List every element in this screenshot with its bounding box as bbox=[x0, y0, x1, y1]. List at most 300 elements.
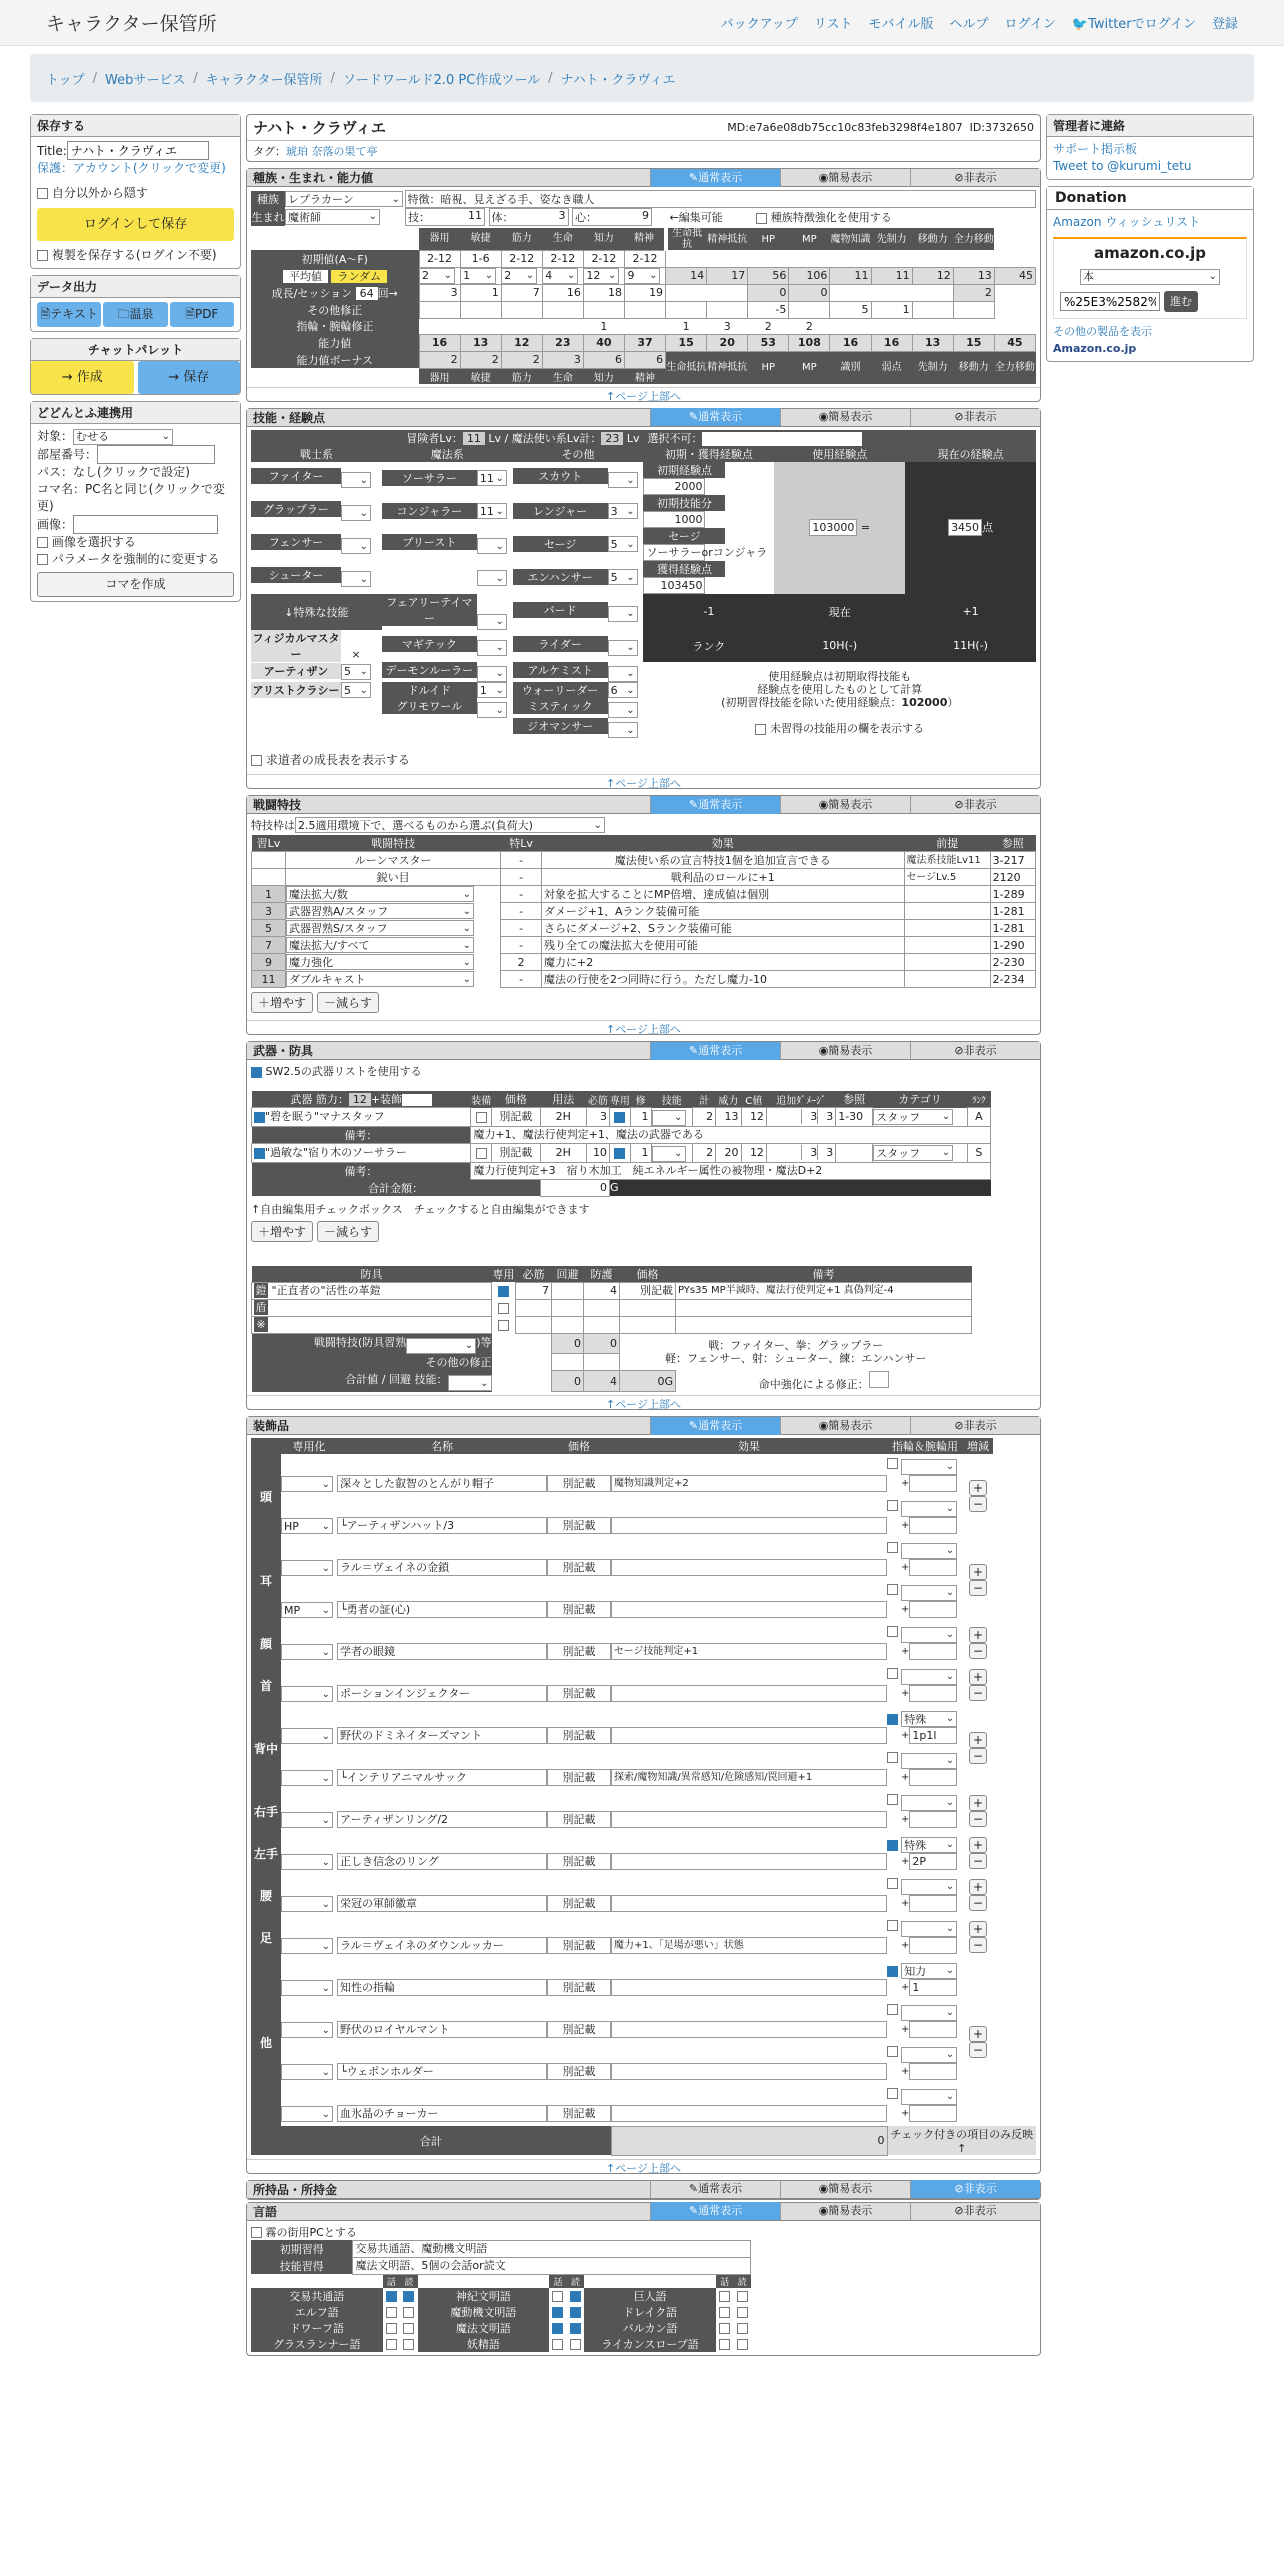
acc-pro-select[interactable] bbox=[281, 1938, 333, 1954]
armor-price[interactable] bbox=[620, 1299, 676, 1316]
amazon-go-button[interactable]: 進む bbox=[1164, 291, 1198, 312]
amazon-search-input[interactable] bbox=[1060, 292, 1160, 311]
other-monster[interactable]: 5 bbox=[830, 301, 871, 318]
room-input[interactable] bbox=[97, 445, 215, 464]
acc-pro-select[interactable] bbox=[281, 1854, 333, 1870]
acc-ring-checkbox[interactable] bbox=[887, 1500, 898, 1511]
weapon-cat-select[interactable]: スタッフ ⌄ bbox=[873, 1109, 953, 1125]
other-empty-5[interactable] bbox=[624, 301, 665, 318]
acc-ring-checkbox[interactable] bbox=[887, 1458, 898, 1469]
other-skill-lv-1[interactable]: 3 ⌄ bbox=[608, 503, 638, 519]
init-lang[interactable]: 交易共通語、魔動機文明語 bbox=[353, 2240, 751, 2257]
acc-pro-select[interactable]: HP ⌄ bbox=[281, 1518, 333, 1534]
acc-ring-select[interactable] bbox=[901, 1627, 957, 1643]
skills-mode-simple[interactable]: ◉簡易表示 bbox=[780, 408, 910, 426]
acc-price[interactable]: 別記載 bbox=[547, 2063, 611, 2080]
acc-ring-value[interactable] bbox=[909, 1643, 957, 1660]
acc-plus-button[interactable]: + bbox=[969, 1921, 987, 1937]
nav-backup[interactable]: バックアップ bbox=[720, 17, 798, 32]
feat-sub-button[interactable]: －減らす bbox=[317, 992, 379, 1013]
lang-speak-checkbox[interactable] bbox=[719, 2307, 730, 2318]
show-growth-checkbox[interactable] bbox=[251, 755, 262, 766]
lang-read-checkbox[interactable] bbox=[403, 2339, 414, 2350]
acc-ring-value[interactable] bbox=[909, 1559, 957, 1576]
lang-read-checkbox[interactable] bbox=[403, 2307, 414, 2318]
acc-name[interactable]: └インテリアニマルサック bbox=[337, 1769, 547, 1786]
warrior-lv-1[interactable] bbox=[341, 505, 371, 521]
acc-ring-select[interactable] bbox=[901, 1669, 957, 1685]
acc-ring-select[interactable] bbox=[901, 1543, 957, 1559]
growth-value-0[interactable]: 3 bbox=[419, 284, 460, 301]
other-move[interactable] bbox=[912, 301, 953, 318]
weapon-check[interactable] bbox=[254, 1112, 265, 1123]
pass-link[interactable]: パス：なし(クリックで設定) bbox=[37, 465, 190, 479]
acc-name[interactable]: 学者の眼鏡 bbox=[337, 1643, 547, 1660]
acc-ring-value[interactable]: 1 bbox=[909, 1979, 957, 1996]
weapon-cat-select[interactable]: スタッフ ⌄ bbox=[873, 1145, 953, 1161]
acc-pro-select[interactable] bbox=[281, 1728, 333, 1744]
lang-speak-checkbox[interactable] bbox=[386, 2339, 397, 2350]
armor-note[interactable]: PYs35 MP半減時、魔法行使判定+1 真偽判定-4 bbox=[676, 1282, 972, 1299]
acc-ring-checkbox[interactable] bbox=[887, 1966, 898, 1977]
feat-select[interactable]: 武器習熟S/スタッフ ⌄ bbox=[286, 920, 474, 936]
acc-price[interactable]: 別記載 bbox=[547, 1853, 611, 1870]
init-value-0[interactable]: 2 ⌄ bbox=[419, 268, 455, 284]
wishlist-link[interactable]: Amazon ウィッシュリスト bbox=[1053, 215, 1201, 229]
crumb-web[interactable]: Webサービス bbox=[105, 72, 186, 88]
acc-plus-button[interactable]: + bbox=[969, 1732, 987, 1748]
acc-effect[interactable] bbox=[611, 1559, 887, 1576]
login-save-button[interactable]: ログインして保存 bbox=[37, 208, 234, 241]
other-skill-lv-8[interactable] bbox=[608, 702, 638, 718]
other-mp[interactable] bbox=[789, 301, 830, 318]
other-empty-2[interactable] bbox=[501, 301, 542, 318]
acc-effect[interactable]: 魔力+1、「足場が悪い」状態 bbox=[611, 1937, 887, 1954]
weapon-prof-checkbox[interactable] bbox=[614, 1148, 625, 1159]
other-skill-lv-7[interactable]: 6 ⌄ bbox=[608, 682, 638, 698]
growth-count[interactable]: 64 bbox=[356, 287, 378, 300]
acc-pro-select[interactable] bbox=[281, 1770, 333, 1786]
lang-speak-checkbox[interactable] bbox=[552, 2339, 563, 2350]
mage-lv-1[interactable]: 11 ⌄ bbox=[477, 503, 507, 519]
lang-speak-checkbox[interactable] bbox=[552, 2323, 563, 2334]
other-fullmove[interactable] bbox=[953, 301, 994, 318]
growth-hp[interactable]: 0 bbox=[748, 284, 789, 301]
select-input[interactable] bbox=[702, 432, 862, 446]
acc-name[interactable]: ポーションインジェクター bbox=[337, 1685, 547, 1702]
acc-ring-select[interactable]: 特殊 ⌄ bbox=[901, 1711, 957, 1727]
other-empty-3[interactable] bbox=[542, 301, 583, 318]
acc-ring-select[interactable] bbox=[901, 1795, 957, 1811]
weapon-equip-checkbox[interactable] bbox=[476, 1148, 487, 1159]
nav-help[interactable]: ヘルプ bbox=[949, 17, 989, 32]
weapon-name[interactable]: "過敏な"宿り木のソーサラー bbox=[265, 1146, 407, 1159]
acc-minus-button[interactable]: − bbox=[969, 1853, 987, 1869]
nav-twitter-login[interactable]: 🐦Twitterでログイン bbox=[1071, 17, 1196, 32]
exp-value-2[interactable]: ソーサラーorコンジャラ bbox=[643, 544, 705, 561]
lang-speak-checkbox[interactable] bbox=[386, 2291, 397, 2302]
acc-pro-select[interactable] bbox=[281, 1644, 333, 1660]
koma-link[interactable]: コマ名：PC名と同じ(クリックで変更) bbox=[37, 482, 225, 513]
weapon-ref[interactable]: 1-30 bbox=[836, 1108, 873, 1127]
crumb-storage[interactable]: キャラクター保管所 bbox=[205, 72, 323, 88]
acc-price[interactable]: 別記載 bbox=[547, 1475, 611, 1492]
armor-prof-checkbox[interactable] bbox=[498, 1286, 509, 1297]
acc-effect[interactable] bbox=[611, 1685, 887, 1702]
exp-value-1[interactable]: 1000 bbox=[643, 511, 705, 528]
acc-name[interactable]: 野伏のロイヤルマント bbox=[337, 2021, 547, 2038]
feats-mode-hide[interactable]: ⊘非表示 bbox=[910, 796, 1040, 814]
acc-ring-checkbox[interactable] bbox=[887, 1626, 898, 1637]
param-checkbox[interactable] bbox=[37, 554, 48, 565]
items-mode-simple[interactable]: ◉簡易表示 bbox=[780, 2180, 910, 2198]
acc-ring-select[interactable] bbox=[901, 1879, 957, 1895]
acc-name[interactable]: 野伏のドミネイターズマント bbox=[337, 1727, 547, 1744]
rule-select[interactable]: 2.5適用環境下で、選べるものから選ぶ(負荷大) ⌄ bbox=[295, 817, 605, 833]
armor-def[interactable] bbox=[584, 1299, 620, 1316]
weapon-dmg-mod[interactable]: 3 bbox=[801, 1109, 817, 1124]
acc-name[interactable]: └勇者の証(心) bbox=[337, 1601, 547, 1618]
acc-ring-select[interactable] bbox=[901, 1501, 957, 1517]
acc-ring-checkbox[interactable] bbox=[887, 1840, 898, 1851]
acc-minus-button[interactable]: − bbox=[969, 1580, 987, 1596]
hide-checkbox[interactable] bbox=[37, 188, 48, 199]
show-unlearned-checkbox[interactable] bbox=[755, 724, 766, 735]
acc-pro-select[interactable] bbox=[281, 1476, 333, 1492]
acc-ring-value[interactable] bbox=[909, 1769, 957, 1786]
acc-ring-checkbox[interactable] bbox=[887, 1584, 898, 1595]
weapon-price[interactable]: 別記載 bbox=[492, 1143, 540, 1162]
acc-ring-select[interactable] bbox=[901, 1585, 957, 1601]
weapon-crit[interactable]: 12 bbox=[741, 1108, 766, 1127]
other-hp[interactable]: -5 bbox=[748, 301, 789, 318]
lang-read-checkbox[interactable] bbox=[737, 2291, 748, 2302]
special-lv-2[interactable]: 5 ⌄ bbox=[341, 682, 371, 698]
acc-ring-value[interactable] bbox=[909, 2105, 957, 2122]
acc-ring-select[interactable] bbox=[901, 2089, 957, 2105]
lang-speak-checkbox[interactable] bbox=[719, 2339, 730, 2350]
amazon-logo[interactable]: amazon.co.jp bbox=[1093, 244, 1207, 262]
acc-ring-select[interactable] bbox=[901, 2005, 957, 2021]
acc-effect[interactable]: 探索/魔物知識/異常感知/危険感知/罠回避+1 bbox=[611, 1769, 887, 1786]
weapon-power[interactable]: 13 bbox=[716, 1108, 741, 1127]
armor-reqstr[interactable]: 7 bbox=[516, 1282, 552, 1299]
acc-effect[interactable] bbox=[611, 1727, 887, 1744]
acc-ring-checkbox[interactable] bbox=[887, 1542, 898, 1553]
feat-add-button[interactable]: ＋増やす bbox=[251, 992, 313, 1013]
armor-feat-select[interactable] bbox=[406, 1338, 476, 1354]
init-value-2[interactable]: 2 ⌄ bbox=[501, 268, 537, 284]
weapon-equip-checkbox[interactable] bbox=[476, 1112, 487, 1123]
acc-ring-checkbox[interactable] bbox=[887, 1752, 898, 1763]
weapon-skill-select[interactable] bbox=[652, 1110, 686, 1126]
acc-ring-checkbox[interactable] bbox=[887, 1878, 898, 1889]
acc-minus-button[interactable]: − bbox=[969, 1895, 987, 1911]
acc-effect[interactable] bbox=[611, 1853, 887, 1870]
waza-value[interactable]: 11 bbox=[468, 209, 482, 222]
acc-ring-select[interactable]: 知力 ⌄ bbox=[901, 1963, 957, 1979]
lang-speak-checkbox[interactable] bbox=[552, 2307, 563, 2318]
lang-read-checkbox[interactable] bbox=[570, 2339, 581, 2350]
plus-input[interactable] bbox=[402, 1094, 432, 1106]
lang-read-checkbox[interactable] bbox=[403, 2323, 414, 2334]
acc-minus-button[interactable]: − bbox=[969, 1811, 987, 1827]
acc-ring-value[interactable] bbox=[909, 1685, 957, 1702]
acc-price[interactable]: 別記載 bbox=[547, 1559, 611, 1576]
acc-ring-checkbox[interactable] bbox=[887, 1668, 898, 1679]
other-empty-6[interactable] bbox=[666, 301, 707, 318]
weapon-use[interactable]: 2H bbox=[540, 1143, 586, 1162]
weapon-crit[interactable]: 12 bbox=[741, 1143, 766, 1162]
acc-ring-checkbox[interactable] bbox=[887, 2004, 898, 2015]
weapon-skill-select[interactable] bbox=[652, 1146, 686, 1162]
crumb-tool[interactable]: ソードワールド2.0 PC作成ツール bbox=[342, 72, 541, 88]
weapon-check[interactable] bbox=[254, 1148, 265, 1159]
chat-save-button[interactable]: → 保存 bbox=[138, 361, 241, 394]
other-empty-4[interactable] bbox=[583, 301, 624, 318]
export-pdf-button[interactable]: 🗎PDF bbox=[170, 302, 234, 327]
acc-ring-checkbox[interactable] bbox=[887, 1794, 898, 1805]
crumb-current[interactable]: ナハト・クラヴィエ bbox=[560, 72, 676, 88]
export-onsen-button[interactable]: 🗀温泉 bbox=[103, 302, 167, 327]
skills-mode-normal[interactable]: ✎通常表示 bbox=[650, 408, 780, 426]
weapon-hitmod[interactable]: 1 bbox=[630, 1143, 651, 1162]
weapons-mode-simple[interactable]: ◉簡易表示 bbox=[780, 1042, 910, 1060]
brand[interactable]: キャラクター保管所 bbox=[46, 13, 217, 35]
mage2-lv-3[interactable]: 1 ⌄ bbox=[477, 682, 507, 698]
acc-ring-value[interactable]: 2P bbox=[909, 1853, 957, 1870]
tweet-link[interactable]: Tweet to @kurumi_tetu bbox=[1053, 159, 1192, 173]
acc-plus-button[interactable]: + bbox=[969, 2026, 987, 2042]
crumb-top[interactable]: トップ bbox=[46, 72, 85, 88]
acc-pro-select[interactable]: MP ⌄ bbox=[281, 1602, 333, 1618]
armor-note[interactable] bbox=[676, 1316, 972, 1333]
tag-link[interactable]: 琥珀 奈落の果て亭 bbox=[286, 145, 378, 158]
acc-effect[interactable] bbox=[611, 2021, 887, 2038]
ability-mode-simple[interactable]: ◉簡易表示 bbox=[780, 169, 910, 187]
acc-ring-checkbox[interactable] bbox=[887, 2088, 898, 2099]
feat-select[interactable]: 魔法拡大/すべて ⌄ bbox=[286, 937, 474, 953]
acc-price[interactable]: 別記載 bbox=[547, 1643, 611, 1660]
warrior-lv-3[interactable] bbox=[341, 571, 371, 587]
acc-effect[interactable]: 魔物知識判定+2 bbox=[611, 1475, 887, 1492]
armor-evade[interactable] bbox=[552, 1282, 584, 1299]
lang-read-checkbox[interactable] bbox=[737, 2339, 748, 2350]
acc-minus-button[interactable]: − bbox=[969, 1496, 987, 1512]
feats-pagetop-link[interactable]: ↑ページ上部へ bbox=[247, 1020, 1040, 1034]
lang-speak-checkbox[interactable] bbox=[552, 2291, 563, 2302]
acc-ring-value[interactable] bbox=[909, 1811, 957, 1828]
armor-name[interactable]: "正直者の"活性の革鎧 bbox=[271, 1284, 381, 1297]
growth-mp[interactable]: 0 bbox=[789, 284, 830, 301]
nav-mobile[interactable]: モバイル版 bbox=[868, 17, 934, 32]
acc-effect[interactable] bbox=[611, 2063, 887, 2080]
weapons-pagetop-link[interactable]: ↑ページ上部へ bbox=[247, 1395, 1040, 1409]
feat-select[interactable]: 魔法拡大/数 ⌄ bbox=[286, 886, 474, 902]
image-select-checkbox[interactable] bbox=[37, 537, 48, 548]
feats-mode-normal[interactable]: ✎通常表示 bbox=[650, 796, 780, 814]
armor-reqstr[interactable] bbox=[516, 1316, 552, 1333]
acc-price[interactable]: 別記載 bbox=[547, 1895, 611, 1912]
armor-reqstr[interactable] bbox=[516, 1299, 552, 1316]
weapon-name[interactable]: "碧を眠う"マナスタッフ bbox=[265, 1110, 385, 1124]
nav-register[interactable]: 登録 bbox=[1211, 17, 1238, 32]
make-koma-button[interactable]: コマを作成 bbox=[37, 572, 234, 597]
acc-pro-select[interactable] bbox=[281, 1896, 333, 1912]
acc-effect[interactable] bbox=[611, 1811, 887, 1828]
acc-ring-value[interactable] bbox=[909, 2021, 957, 2038]
hit-boost-input[interactable] bbox=[869, 1371, 889, 1388]
weapon-ref[interactable] bbox=[836, 1143, 873, 1162]
street-checkbox[interactable] bbox=[251, 2227, 262, 2238]
armor-evade[interactable] bbox=[552, 1299, 584, 1316]
ability-pagetop-link[interactable]: ↑ページ上部へ bbox=[247, 387, 1040, 401]
other-skill-lv-9[interactable] bbox=[608, 722, 638, 738]
export-text-button[interactable]: 🗎テキスト bbox=[37, 302, 101, 327]
acc-name[interactable]: 正しき信念のリング bbox=[337, 1853, 547, 1870]
armor-note[interactable] bbox=[676, 1299, 972, 1316]
acc-price[interactable]: 別記載 bbox=[547, 1979, 611, 1996]
lang-mode-hide[interactable]: ⊘非表示 bbox=[910, 2202, 1040, 2220]
acc-pro-select[interactable] bbox=[281, 1980, 333, 1996]
acc-price[interactable]: 別記載 bbox=[547, 2105, 611, 2122]
acc-effect[interactable] bbox=[611, 1601, 887, 1618]
warrior-lv-2[interactable] bbox=[341, 538, 371, 554]
tai-value[interactable]: 3 bbox=[558, 209, 566, 222]
lang-speak-checkbox[interactable] bbox=[719, 2323, 730, 2334]
support-link[interactable]: サポート掲示板 bbox=[1053, 142, 1138, 156]
init-value-4[interactable]: 12 ⌄ bbox=[583, 268, 619, 284]
acc-ring-value[interactable] bbox=[909, 1601, 957, 1618]
acc-minus-button[interactable]: − bbox=[969, 1937, 987, 1953]
armor-prof-checkbox[interactable] bbox=[498, 1303, 509, 1314]
acc-plus-button[interactable]: + bbox=[969, 1879, 987, 1895]
lang-mode-simple[interactable]: ◉簡易表示 bbox=[780, 2202, 910, 2220]
other-skill-lv-4[interactable] bbox=[608, 606, 638, 622]
acc-minus-button[interactable]: − bbox=[969, 1685, 987, 1701]
init-value-3[interactable]: 4 ⌄ bbox=[542, 268, 578, 284]
weapon-note[interactable]: 魔力行使判定+3 宿り木加工 純エネルギー属性の被物理・魔法D+2 bbox=[471, 1162, 991, 1179]
growth-value-1[interactable]: 1 bbox=[460, 284, 501, 301]
acc-name[interactable]: ラル＝ヴェイネのダウンルッカー bbox=[337, 1937, 547, 1954]
items-mode-hide[interactable]: ⊘非表示 bbox=[910, 2180, 1040, 2198]
lang-speak-checkbox[interactable] bbox=[386, 2323, 397, 2334]
weapon-dmg-mod[interactable]: 3 bbox=[801, 1145, 817, 1160]
weapon-reqstr[interactable]: 3 bbox=[586, 1108, 609, 1127]
armor-skill-select[interactable] bbox=[448, 1375, 492, 1391]
lang-speak-checkbox[interactable] bbox=[386, 2307, 397, 2318]
lang-read-checkbox[interactable] bbox=[737, 2307, 748, 2318]
skills-mode-hide[interactable]: ⊘非表示 bbox=[910, 408, 1040, 426]
armor-evade[interactable] bbox=[552, 1316, 584, 1333]
nav-list[interactable]: リスト bbox=[813, 17, 853, 32]
acc-ring-checkbox[interactable] bbox=[887, 1920, 898, 1931]
acc-name[interactable]: └アーティザンハット/3 bbox=[337, 1517, 547, 1534]
mage2-lv-4[interactable] bbox=[477, 702, 507, 718]
other-initiative[interactable]: 1 bbox=[871, 301, 912, 318]
other-skill-lv-5[interactable] bbox=[608, 640, 638, 656]
mage2-lv-1[interactable] bbox=[477, 640, 507, 656]
acc-ring-select[interactable] bbox=[901, 2047, 957, 2063]
skill-lang[interactable]: 魔法文明語、5個の会話or読文 bbox=[353, 2257, 751, 2274]
weapons-mode-hide[interactable]: ⊘非表示 bbox=[910, 1042, 1040, 1060]
chat-create-button[interactable]: → 作成 bbox=[31, 361, 134, 394]
acc-ring-value[interactable]: 1p1l bbox=[909, 1727, 957, 1744]
feat-select[interactable]: ダブルキャスト ⌄ bbox=[286, 971, 474, 987]
target-select[interactable]: むせる ⌄ bbox=[73, 429, 173, 445]
lang-speak-checkbox[interactable] bbox=[719, 2291, 730, 2302]
protect-link[interactable]: 保護：アカウント(クリックで変更) bbox=[37, 161, 226, 175]
growth-value-4[interactable]: 18 bbox=[583, 284, 624, 301]
acc-effect[interactable]: セージ技能判定+1 bbox=[611, 1643, 887, 1660]
acc-mode-normal[interactable]: ✎通常表示 bbox=[650, 1417, 780, 1435]
exp-value-3[interactable]: 103450 bbox=[643, 577, 705, 594]
growth-move[interactable]: 2 bbox=[953, 284, 994, 301]
acc-ring-value[interactable] bbox=[909, 2063, 957, 2080]
acc-ring-select[interactable] bbox=[901, 1753, 957, 1769]
items-mode-normal[interactable]: ✎通常表示 bbox=[650, 2180, 780, 2198]
other-empty-1[interactable] bbox=[460, 301, 501, 318]
acc-price[interactable]: 別記載 bbox=[547, 1727, 611, 1744]
init-value-1[interactable]: 1 ⌄ bbox=[460, 268, 496, 284]
acc-ring-value[interactable] bbox=[909, 1937, 957, 1954]
init-value-5[interactable]: 9 ⌄ bbox=[624, 268, 660, 284]
mage2-lv-0[interactable] bbox=[477, 614, 507, 630]
acc-pro-select[interactable] bbox=[281, 2022, 333, 2038]
acc-price[interactable]: 別記載 bbox=[547, 2021, 611, 2038]
acc-plus-button[interactable]: + bbox=[969, 1837, 987, 1853]
armor-prof-checkbox[interactable] bbox=[498, 1320, 509, 1331]
acc-name[interactable]: 血氷晶のチョーカー bbox=[337, 2105, 547, 2122]
skills-pagetop-link[interactable]: ↑ページ上部へ bbox=[247, 774, 1040, 788]
acc-name[interactable]: 知性の指輪 bbox=[337, 1979, 547, 1996]
other-skill-lv-3[interactable]: 5 ⌄ bbox=[608, 569, 638, 585]
weapons-mode-normal[interactable]: ✎通常表示 bbox=[650, 1042, 780, 1060]
acc-price[interactable]: 別記載 bbox=[547, 1937, 611, 1954]
acc-effect[interactable] bbox=[611, 2105, 887, 2122]
feat-select[interactable]: 武器習熟A/スタッフ ⌄ bbox=[286, 903, 474, 919]
other-skill-lv-2[interactable]: 5 ⌄ bbox=[608, 536, 638, 552]
acc-price[interactable]: 別記載 bbox=[547, 1811, 611, 1828]
acc-ring-value[interactable] bbox=[909, 1895, 957, 1912]
lang-read-checkbox[interactable] bbox=[737, 2323, 748, 2334]
race-boost-checkbox[interactable] bbox=[756, 213, 767, 224]
use-list-checkbox[interactable] bbox=[251, 1067, 262, 1078]
weapon-price[interactable]: 別記載 bbox=[492, 1108, 540, 1127]
acc-ring-select[interactable]: 特殊 ⌄ bbox=[901, 1837, 957, 1853]
mage-lv-0[interactable]: 11 ⌄ bbox=[477, 470, 507, 486]
acc-plus-button[interactable]: + bbox=[969, 1627, 987, 1643]
other-empty-0[interactable] bbox=[419, 301, 460, 318]
weapon-power[interactable]: 20 bbox=[716, 1143, 741, 1162]
weapon-rank[interactable]: S bbox=[967, 1143, 990, 1162]
feat-select[interactable]: 魔力強化 ⌄ bbox=[286, 954, 474, 970]
acc-price[interactable]: 別記載 bbox=[547, 1685, 611, 1702]
weapon-use[interactable]: 2H bbox=[540, 1108, 586, 1127]
acc-name[interactable]: ラル＝ヴェイネの金鎖 bbox=[337, 1559, 547, 1576]
amazon-site-link[interactable]: Amazon.co.jp bbox=[1053, 342, 1137, 355]
random-button[interactable]: ランダム bbox=[331, 270, 387, 283]
avg-button[interactable]: 平均値 bbox=[283, 270, 328, 283]
acc-plus-button[interactable]: + bbox=[969, 1480, 987, 1496]
weapon-prof-checkbox[interactable] bbox=[614, 1112, 625, 1123]
armor-other-evade[interactable] bbox=[552, 1354, 584, 1371]
weapon-rank[interactable]: A bbox=[967, 1108, 990, 1127]
exp-value-0[interactable]: 2000 bbox=[643, 478, 705, 495]
mage-lv-3[interactable] bbox=[477, 570, 507, 586]
other-skill-lv-0[interactable] bbox=[608, 472, 638, 488]
acc-name[interactable]: 栄冠の軍師徽章 bbox=[337, 1895, 547, 1912]
